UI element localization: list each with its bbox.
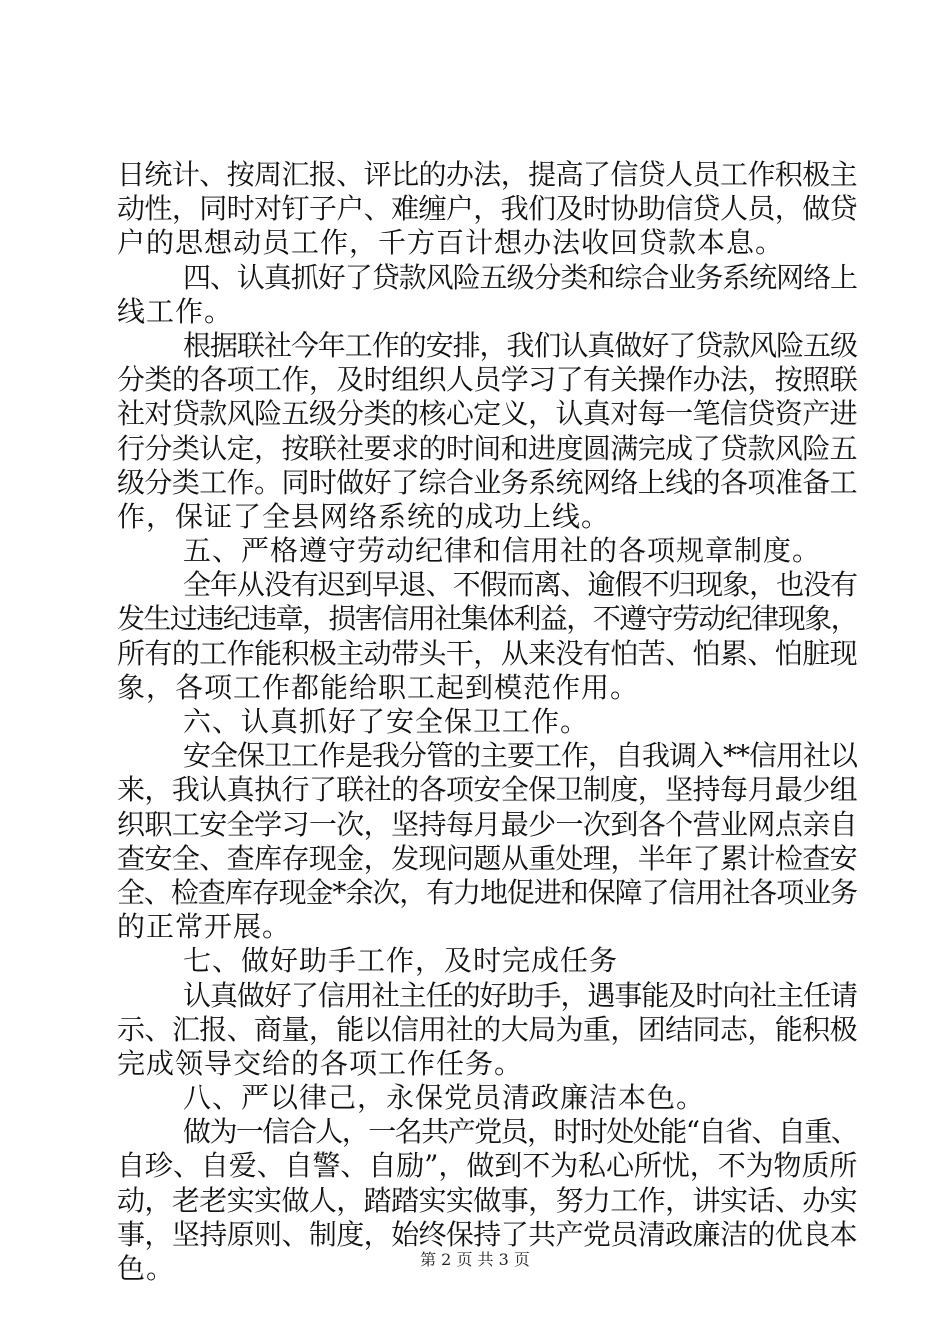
text-line: 所有的工作能积极主动带头干，从来没有怕苦、怕累、怕脏现 — [117, 636, 858, 670]
text-line: 认真做好了信用社主任的好助手，遇事能及时向社主任请 — [183, 978, 858, 1012]
text-line: 事，坚持原则、制度，始终保持了共产党员清政廉洁的优良本 — [117, 1217, 858, 1251]
text-line: 六、认真抓好了安全保卫工作。 — [183, 705, 590, 738]
text-line: 象，各项工作都能给职工起到模范作用。 — [117, 670, 640, 704]
text-line: 行分类认定，按联社要求的时间和进度圆满完成了贷款风险五 — [117, 431, 858, 465]
text-line: 线工作。 — [117, 294, 234, 328]
text-line: 级分类工作。同时做好了综合业务系统网络上线的各项准备工 — [117, 465, 858, 499]
text-line: 发生过违纪违章，损害信用社集体利益，不遵守劳动纪律现象， — [117, 602, 858, 636]
text-line: 五、严格遵守劳动纪律和信用社的各项规章制度。 — [183, 534, 822, 568]
text-line: 查安全、查库存现金，发现问题从重处理，半年了累计检查安 — [117, 841, 858, 875]
text-line: 示、汇报、商量，能以信用社的大局为重，团结同志，能积极 — [117, 1012, 858, 1046]
text-line: 根据联社今年工作的安排，我们认真做好了贷款风险五级 — [183, 328, 858, 362]
text-line: 完成领导交给的各项工作任务。 — [117, 1046, 524, 1080]
text-line: 社对贷款风险五级分类的核心定义，认真对每一笔信贷资产进 — [117, 397, 858, 431]
text-line: 织职工安全学习一次，坚持每月最少一次到各个营业网点亲自 — [117, 807, 858, 841]
text-line: 分类的各项工作，及时组织人员学习了有关操作办法，按照联 — [117, 363, 858, 397]
page-footer: 第 2 页 共 3 页 — [420, 1250, 530, 1269]
text-line: 作，保证了全县网络系统的成功上线。 — [117, 499, 611, 533]
text-line: 四、认真抓好了贷款风险五级分类和综合业务系统网络上 — [183, 260, 858, 294]
text-line: 色。 — [117, 1252, 176, 1285]
text-line: 做为一信合人，一名共产党员，时时处处能“自省、自重、 — [183, 1115, 858, 1149]
text-line: 来，我认真执行了联社的各项安全保卫制度，坚持每月最少组 — [117, 773, 858, 807]
text-line: 动，老老实实做人，踏踏实实做事，努力工作，讲实话、办实 — [117, 1183, 858, 1217]
text-line: 安全保卫工作是我分管的主要工作，自我调入**信用社以 — [183, 739, 858, 773]
text-line: 的正常开展。 — [117, 910, 292, 944]
text-line: 七、做好助手工作，及时完成任务 — [183, 944, 619, 978]
text-line: 日统计、按周汇报、评比的办法，提高了信贷人员工作积极主 — [117, 158, 858, 191]
text-line: 动性，同时对钉子户、难缠户，我们及时协助信贷人员，做贷 — [117, 192, 858, 226]
text-line: 全年从没有迟到早退、不假而离、逾假不归现象，也没有 — [183, 568, 858, 602]
document-body — [117, 158, 857, 1286]
text-line: 自珍、自爱、自警、自励”，做到不为私心所忧，不为物质所 — [117, 1149, 858, 1183]
text-line: 户的思想动员工作，千方百计想办法收回贷款本息。 — [117, 226, 785, 260]
text-line: 全、检查库存现金*余次，有力地促进和保障了信用社各项业务 — [117, 875, 858, 909]
text-line: 八、严以律己，永保党员清政廉洁本色。 — [183, 1081, 706, 1115]
